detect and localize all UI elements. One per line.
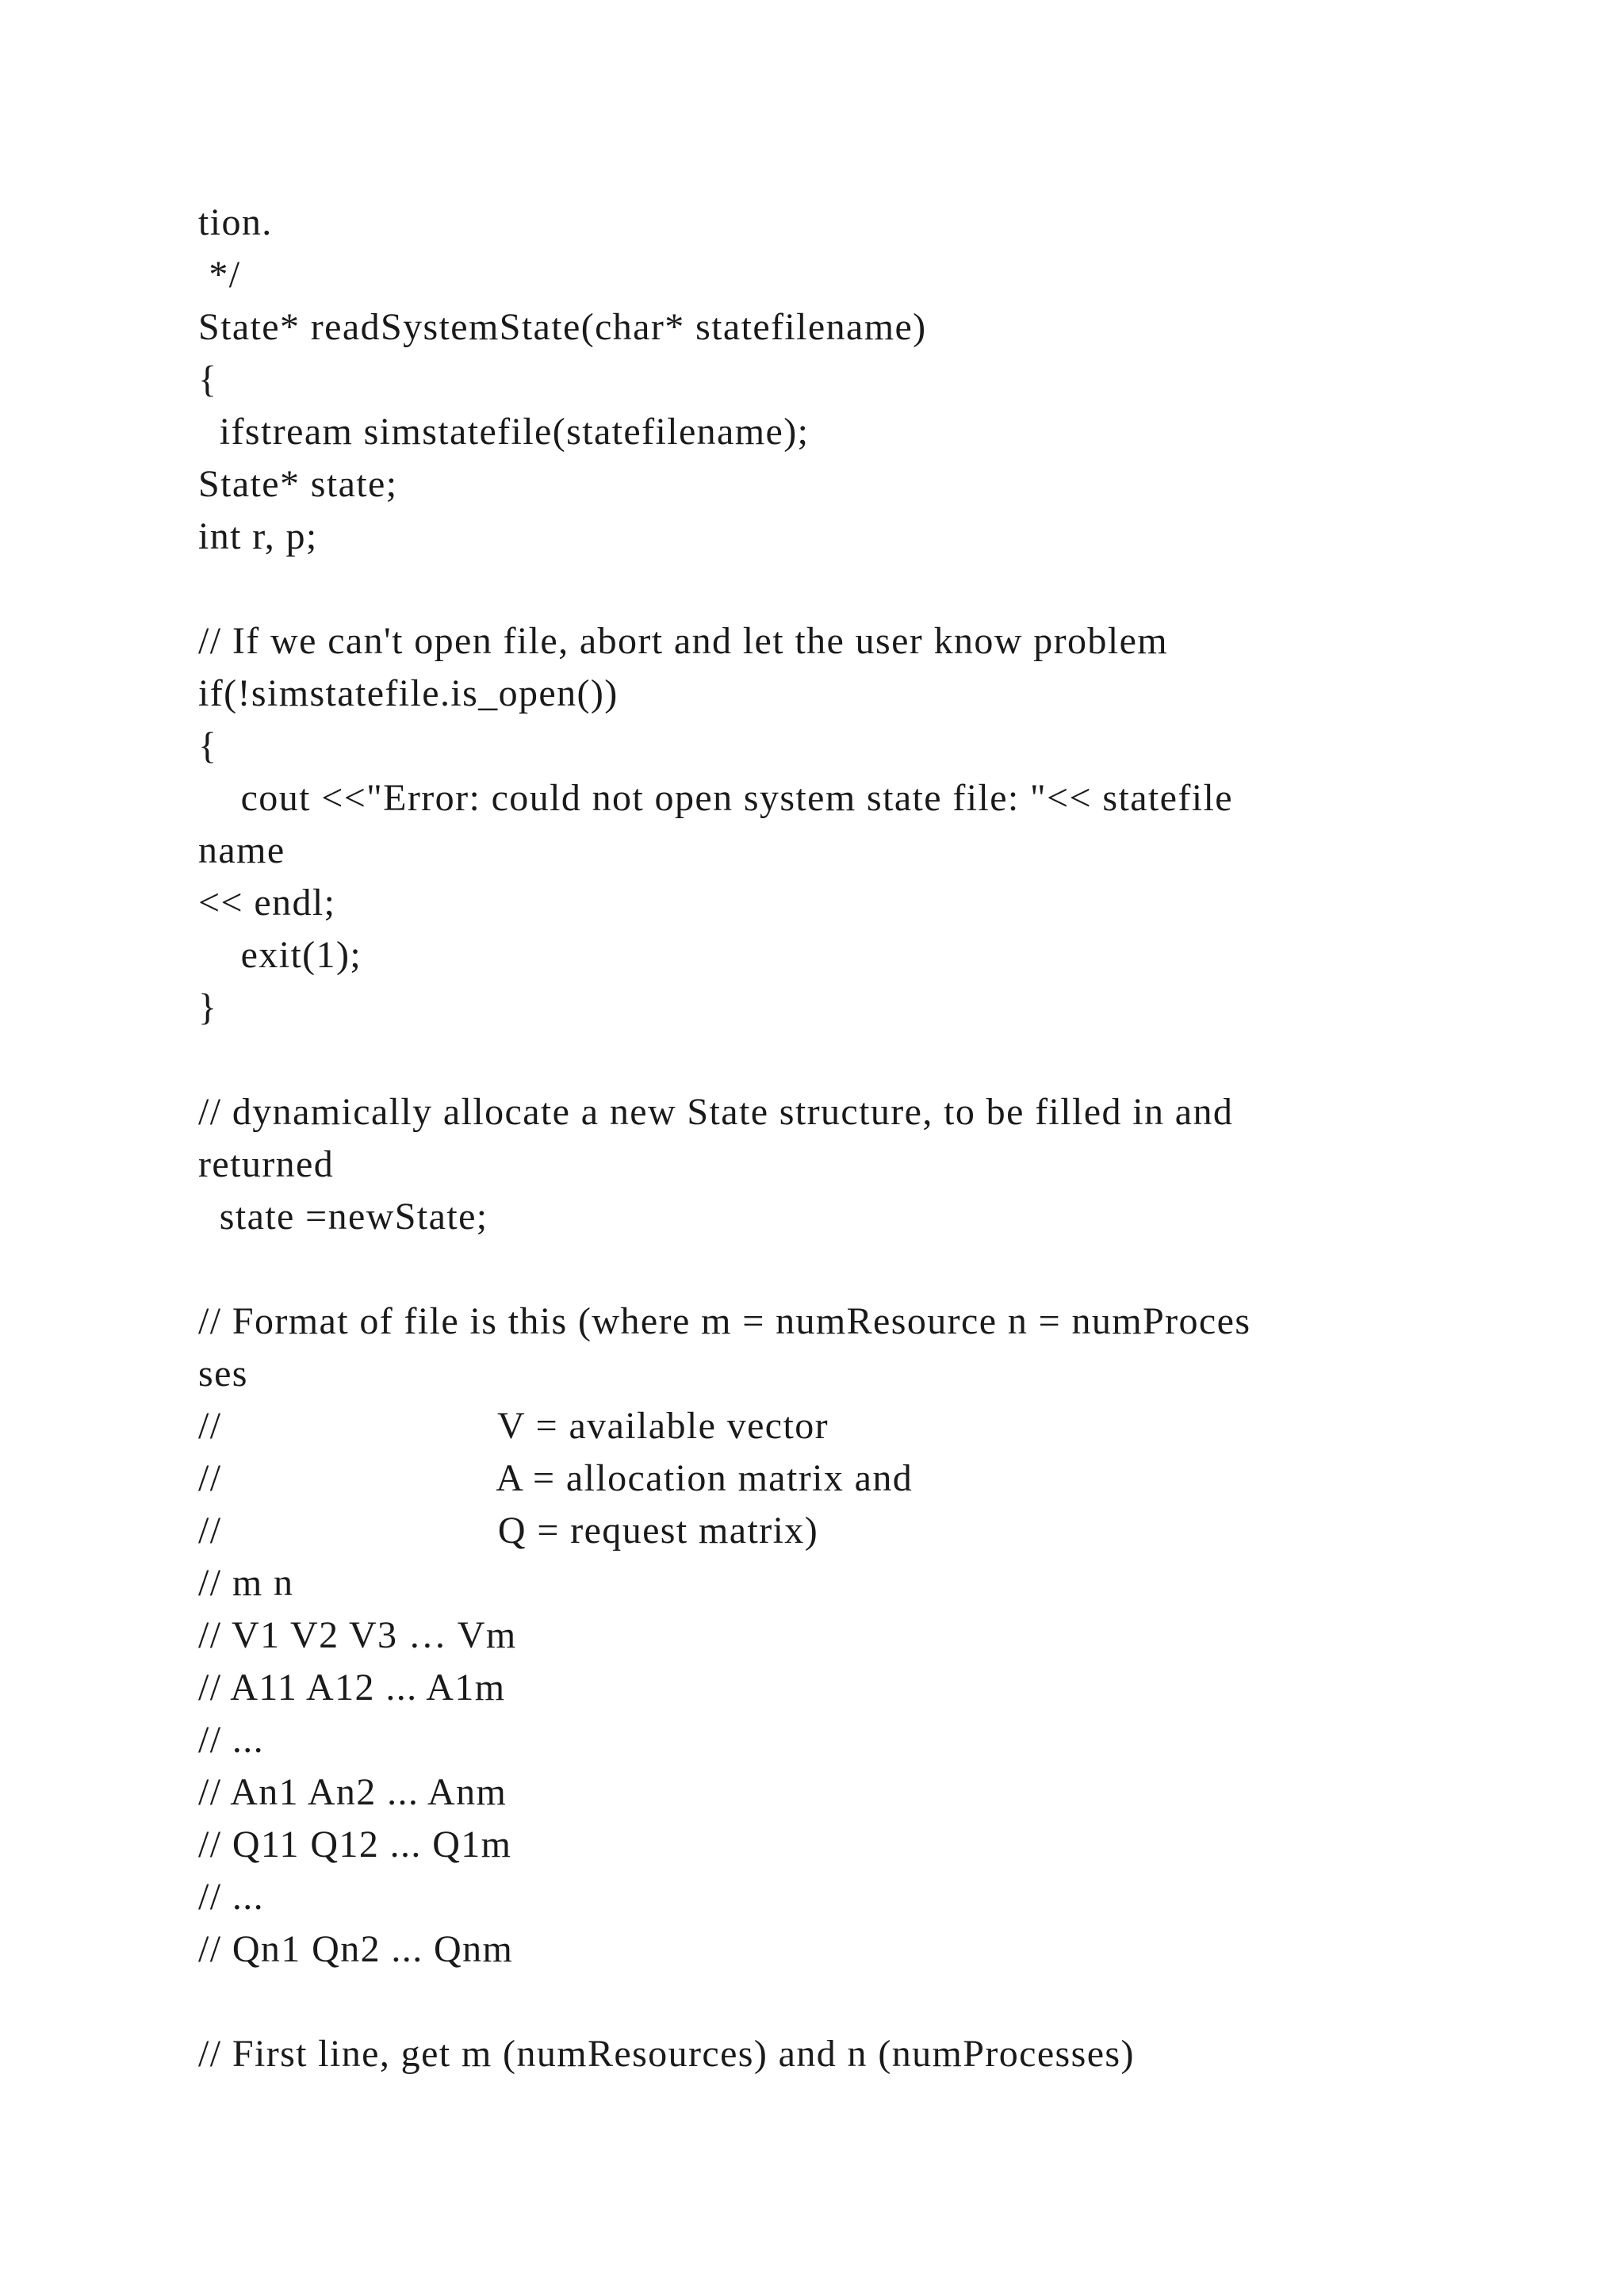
code-line: if(!simstatefile.is_open()) [198, 672, 619, 714]
code-line: // ... [198, 1876, 265, 1918]
code-line: << endl; [198, 882, 336, 924]
code-listing [198, 197, 1499, 2080]
code-line: tion. [198, 201, 273, 243]
code-line: State* readSystemState(char* statefilename) [198, 306, 927, 348]
code-line: // First line, get m (numResources) and n (numProcesses) [198, 2033, 1135, 2075]
code-line: // m n [198, 1562, 294, 1604]
code-line: // A11 A12 ... A1m [198, 1667, 506, 1709]
blank-line [198, 1034, 1499, 1086]
code-line: // Qn1 Qn2 ... Qnm [198, 1928, 514, 1970]
code-line: State* state; [198, 463, 398, 505]
code-line: ifstream simstatefile(statefilename); [198, 411, 810, 453]
code-line: int r, p; [198, 515, 318, 557]
code-line: exit(1); [198, 934, 362, 976]
code-line: // V = available vector [198, 1405, 829, 1447]
code-line: */ [198, 254, 241, 296]
code-line: { [198, 358, 218, 400]
code-line: } [198, 986, 218, 1028]
code-line: cout <<"Error: could not open system state file: "<< statefile [198, 777, 1233, 819]
blank-line [198, 1976, 1499, 2028]
code-line: // dynamically allocate a new State structure, to be filled in and [198, 1091, 1234, 1133]
code-line: // Q11 Q12 ... Q1m [198, 1823, 512, 1866]
code-line: // V1 V2 V3 … Vm [198, 1614, 517, 1656]
blank-line [198, 1243, 1499, 1295]
code-line: // Q = request matrix) [198, 1510, 819, 1552]
code-line: state =newState; [198, 1196, 488, 1238]
code-line: ses [198, 1353, 248, 1395]
code-line: name [198, 829, 285, 871]
code-line: // A = allocation matrix and [198, 1457, 914, 1499]
code-line: // Format of file is this (where m = numResource n = numProces [198, 1300, 1251, 1342]
code-line: { [198, 725, 218, 767]
code-line: returned [198, 1143, 335, 1185]
blank-line [198, 563, 1499, 615]
code-line: // An1 An2 ... Anm [198, 1771, 508, 1813]
code-line: // ... [198, 1719, 265, 1761]
code-line: // If we can't open file, abort and let the user know problem [198, 620, 1169, 662]
